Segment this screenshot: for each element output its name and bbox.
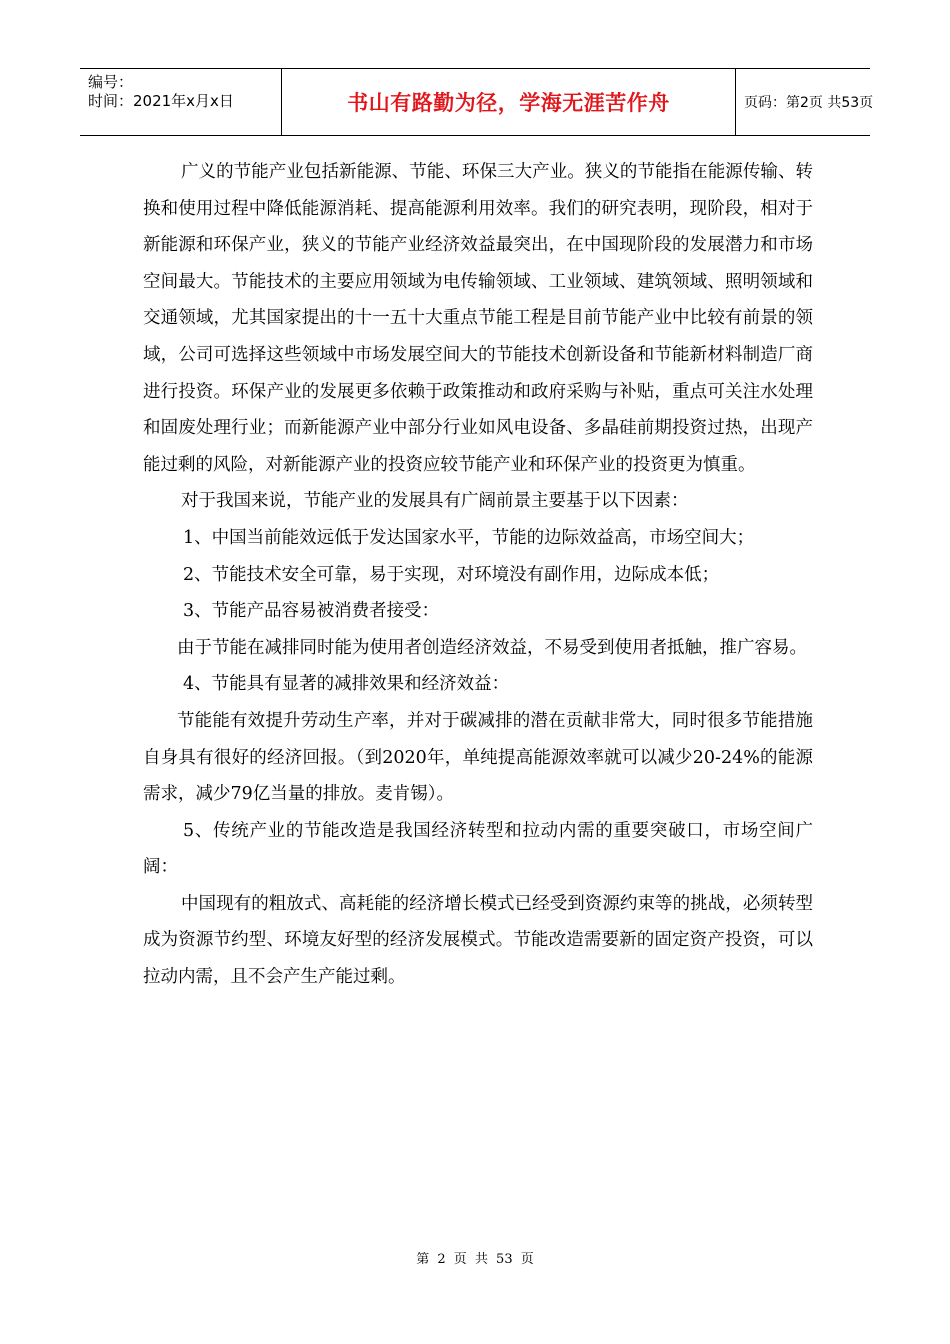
list-item-1: 1、中国当前能效远低于发达国家水平，节能的边际效益高，市场空间大； [183,527,755,548]
paragraph-factors-lead: 对于我国来说，节能产业的发展具有广阔前景主要基于以下因素： [181,491,689,512]
motto-text: 书山有路勤为径，学海无涯苦作舟 [347,91,670,115]
paragraph-item-5-detail: 中国现有的粗放式、高耗能的经济增长模式已经受到资源约束等的挑战，必须转型成为资源节约型、环境友好型的经济发展模式。节能改造需要新的固定资产投资，可以拉动内需，且不会产生产能过剩。 [143,893,813,988]
header-meta-cell [80,69,282,135]
paragraph-item-4-detail: 节能能有效提升劳动生产率，并对于碳减排的潜在贡献非常大，同时很多节能措施自身具有很好的经济回报。（到2020年，单纯提高能源效率就可以减少20-24%的能源需求，减少79亿当量的排放。麦肯锡）。 [143,710,813,805]
page-info-cell [736,69,874,135]
footer-page-number: 第 2 页 共 53 页 [416,1252,534,1267]
paragraph-item-3-detail: 由于节能在减排同时能为使用者创造经济效益，不易受到使用者抵触，推广容易。 [177,637,807,658]
list-item-2: 2、节能技术安全可靠，易于实现，对环境没有副作用，边际成本低； [183,564,720,585]
paragraph-intro: 广义的节能产业包括新能源、节能、环保三大产业。狭义的节能指在能源传输、转换和使用过程中降低能源消耗、提高能源利用效率。我们的研究表明，现阶段，相对于新能源和环保产业，狭义的节能产业经济效益最突出，在中国现阶段的发展潜力和市场空间最大。节能技术的主要应用领域为电传输领域、工业领域、建筑领域、照明领域和交通领域，尤其国家提出的十一五十大重点节能工程是目前节能产业中比较有前景的领域，公司可选择这些领域中市场发展空间大的节能技术创新设备和节能新材料制造厂商进行投资。环保产业的发展更多依赖于政策推动和政府采购与补贴，重点可关注水处理和固废处理行业；而新能源产业中部分行业如风电设备、多晶硅前期投资过热，出现产能过剩的风险，对新能源产业的投资应较节能产业和环保产业的投资更为慎重。 [143,162,813,475]
list-item-5: 5、传统产业的节能改造是我国经济转型和拉动内需的重要突破口，市场空间广阔： [143,820,813,878]
list-item-3: 3、节能产品容易被消费者接受： [183,601,440,622]
page-info-text: 页码：第2页 共53页 [744,95,874,111]
list-item-4: 4、节能具有显著的减排效果和经济效益： [183,674,510,695]
serial-number-label: 编号： [88,73,134,91]
document-body [143,154,813,996]
header-table [80,68,874,136]
page-footer [0,1248,950,1267]
date-label: 时间：2021年x月x日 [88,92,234,110]
motto-cell [282,69,736,135]
